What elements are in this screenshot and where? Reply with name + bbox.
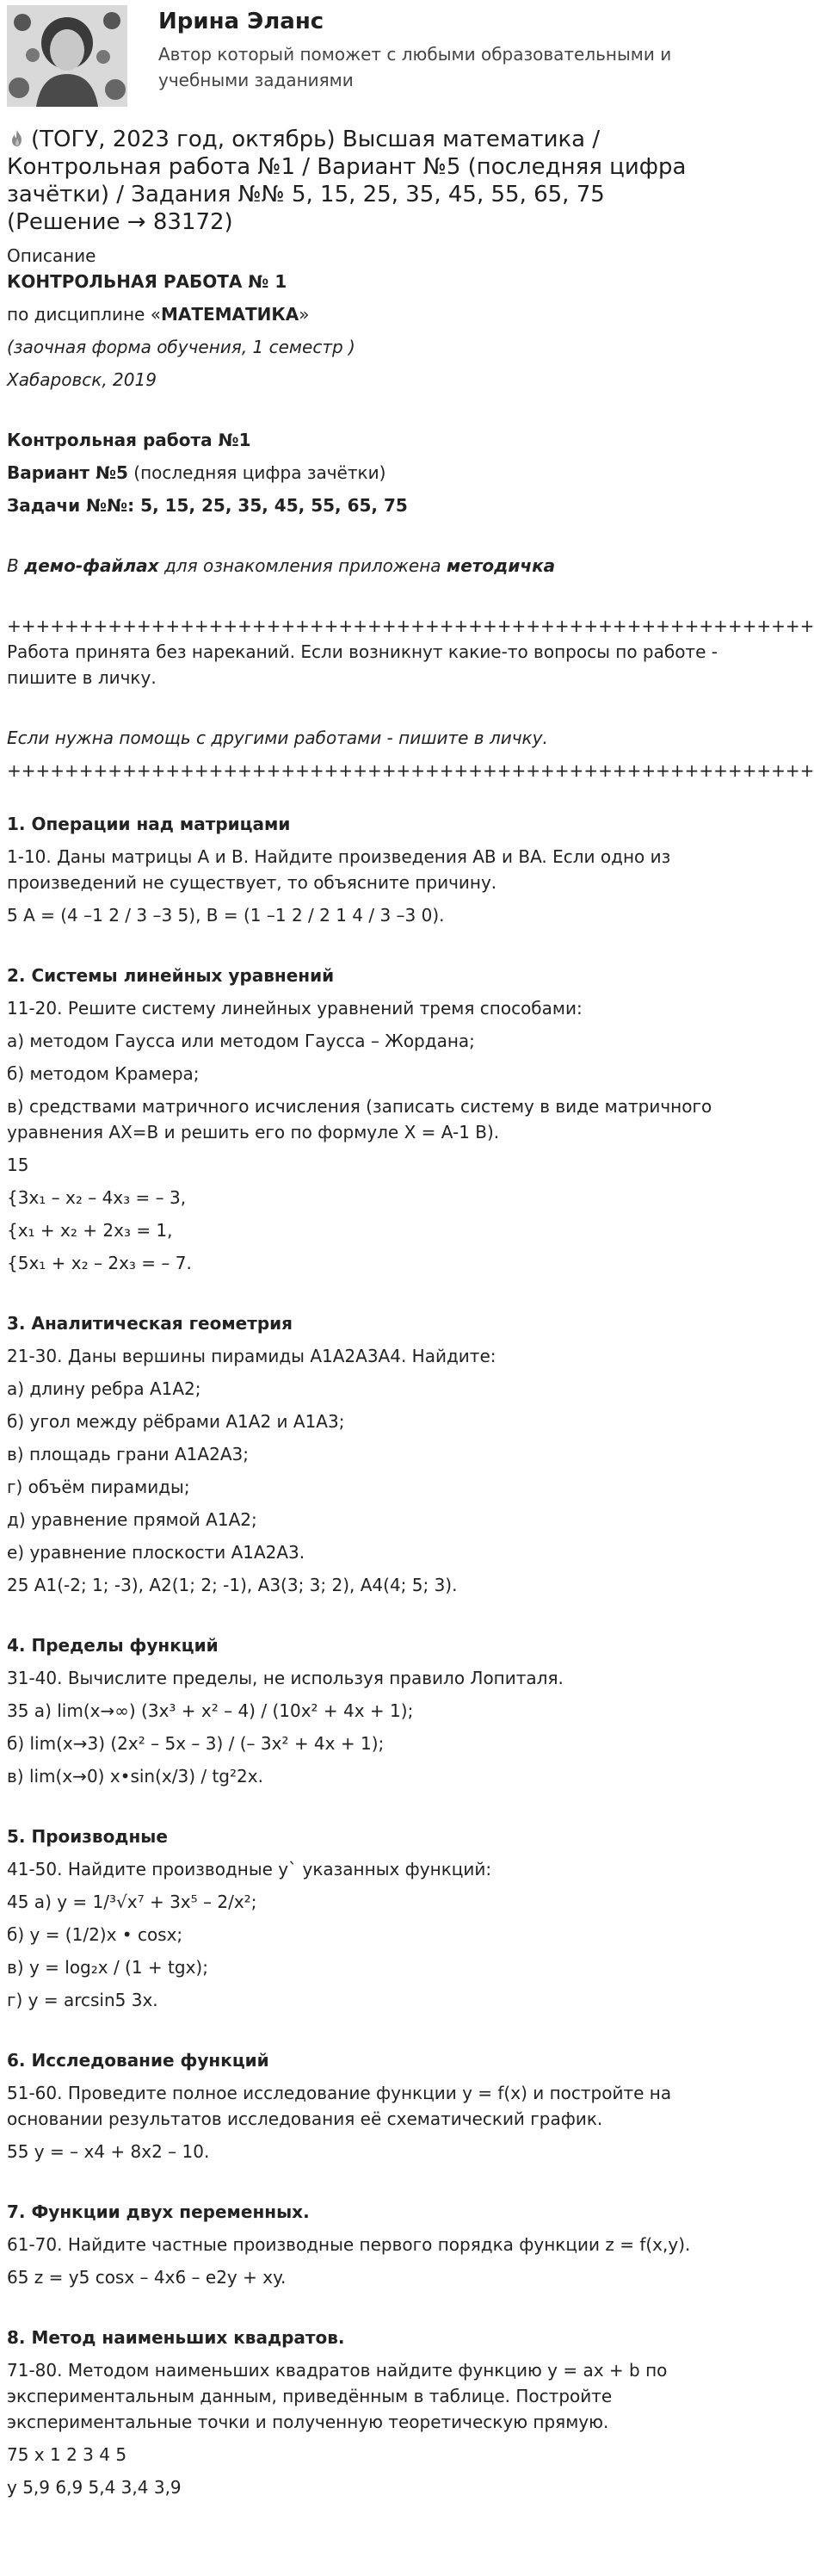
discipline-line — [7, 301, 721, 327]
section-7-task: 61-70. Найдите частные производные первого порядка функции z = f(x,y). — [7, 2234, 691, 2255]
section-2-title: 2. Системы линейных уравнений — [7, 965, 335, 986]
section-5-b: б) y = (1/2)x • cosx; — [7, 1924, 183, 1945]
author-header — [0, 0, 729, 112]
section-3-e: д) уравнение прямой A1A2; — [7, 1509, 257, 1530]
section-4-a: 35 а) lim(x→∞) (3x³ + x² – 4) / (10x² + 4x + 1); — [7, 1700, 414, 1721]
section-2-eq3: {5x₁ + x₂ – 2x₃ = – 7. — [7, 1253, 192, 1273]
document-content — [0, 243, 814, 2500]
work-heading: КОНТРОЛЬНАЯ РАБОТА № 1 — [7, 271, 287, 292]
author-avatar[interactable] — [7, 5, 127, 107]
study-form: (заочная форма обучения, 1 семестр ) — [7, 337, 355, 357]
demo-note — [7, 553, 721, 579]
help-note: Если нужна помощь с другими работами - пишите в личку. — [7, 728, 548, 748]
section-3-title: 3. Аналитическая геометрия — [7, 1313, 293, 1334]
section-2-num: 15 — [7, 1155, 29, 1175]
section-5-d: г) y = arcsin5 3x. — [7, 1990, 158, 2010]
section-4-c: в) lim(x→0) x•sin(x/3) / tg²2x. — [7, 1766, 263, 1786]
section-1-title: 1. Операции над матрицами — [7, 814, 291, 834]
section-8-title: 8. Метод наименьших квадратов. — [7, 2327, 345, 2348]
author-name[interactable]: Ирина Эланс — [158, 9, 324, 34]
section-2-task: 11-20. Решите систему линейных уравнений тремя способами: — [7, 998, 583, 1019]
work-title: Контрольная работа №1 — [7, 430, 251, 450]
description-label: Описание — [7, 245, 96, 266]
section-3-b: б) угол между рёбрами A1A2 и A1A3; — [7, 1411, 345, 1432]
section-2-b: б) методом Крамера; — [7, 1063, 200, 1084]
title-text: (ТОГУ, 2023 год, октябрь) Высшая математика / Контрольная работа №1 / Вариант №5 (последняя цифра зачётки) / Задания №№ 5, 15, 25, 35, 45, 55, 65, 75 (Решение → 83172) — [7, 127, 687, 235]
section-6-task: 51-60. Проведите полное исследование функции y = f(x) и постройте на основании результатов исследования её схематический график. — [7, 2083, 672, 2129]
section-5-task: 41-50. Найдите производные y` указанных функций: — [7, 1859, 492, 1879]
variant-line — [7, 460, 721, 486]
section-1-task: 1-10. Даны матрицы A и B. Найдите произведения AB и BA. Если одно из произведений не существует, то объясните причину. — [7, 846, 671, 893]
section-2-eq2: {x₁ + x₂ + 2x₃ = 1, — [7, 1220, 173, 1241]
section-3-c: в) площадь грани A1A2A3; — [7, 1444, 249, 1464]
accepted-note: Работа принята без нареканий. Если возникнут какие-то вопросы по работе - пишите в личку. — [7, 641, 718, 688]
author-description: Автор который поможет с любыми образовательными и учебными заданиями — [158, 44, 672, 90]
separator-top: ++++++++++++++++++++++++++++++++++++++++++++++++++++++++ — [7, 616, 814, 636]
demo-manual: методичка — [446, 555, 556, 576]
section-6-data: 55 y = – x4 + 8x2 – 10. — [7, 2141, 210, 2162]
section-5-c: в) y = log₂x / (1 + tgx); — [7, 1957, 208, 1978]
section-1-data: 5 A = (4 –1 2 / 3 –3 5), B = (1 –1 2 / 2 1 4 / 3 –3 0). — [7, 905, 445, 926]
section-8-x-row: 75 x 1 2 3 4 5 — [7, 2444, 127, 2465]
tasks-line: Задачи №№: 5, 15, 25, 35, 45, 55, 65, 75 — [7, 495, 408, 516]
section-3-task: 21-30. Даны вершины пирамиды A1A2A3A4. Найдите: — [7, 1346, 496, 1366]
section-2-a: а) методом Гаусса или методом Гаусса – Жордана; — [7, 1031, 475, 1051]
separator-bottom: ++++++++++++++++++++++++++++++++++++++++++++++++++++++++ — [7, 760, 814, 781]
page-title — [7, 126, 721, 236]
discipline-name: МАТЕМАТИКА — [160, 304, 299, 325]
demo-files: демо-файлах — [24, 555, 159, 576]
section-3-a: а) длину ребра A1A2; — [7, 1378, 201, 1399]
avatar-image — [7, 5, 127, 107]
variant-bold: Вариант №5 — [7, 462, 128, 483]
section-7-data: 65 z = y5 cosx – 4x6 – e2y + xy. — [7, 2267, 287, 2288]
section-3-d: г) объём пирамиды; — [7, 1477, 190, 1497]
fire-icon — [7, 128, 28, 149]
section-4-b: б) lim(x→3) (2x² – 5x – 3) / (– 3x² + 4x + 1); — [7, 1733, 385, 1754]
demo-text-1: В — [7, 555, 25, 576]
section-4-task: 31-40. Вычислите пределы, не используя правило Лопиталя. — [7, 1668, 564, 1688]
section-7-title: 7. Функции двух переменных. — [7, 2201, 310, 2222]
section-6-title: 6. Исследование функций — [7, 2050, 269, 2071]
section-5-title: 5. Производные — [7, 1826, 168, 1847]
section-2-c: в) средствами матричного исчисления (записать систему в виде матричного уравнения AX=B и решить его по формуле X = A-1 B). — [7, 1096, 712, 1142]
discipline-prefix: по дисциплине « — [7, 304, 161, 325]
section-2-eq1: {3x₁ – x₂ – 4x₃ = – 3, — [7, 1187, 187, 1208]
section-5-a: 45 а) y = 1/³√x⁷ + 3x⁵ – 2/x²; — [7, 1892, 257, 1912]
section-8-y-row: y 5,9 6,9 5,4 3,4 3,9 — [7, 2477, 182, 2498]
section-8-task: 71-80. Методом наименьших квадратов найдите функцию y = ax + b по экспериментальным данным, приведённым в таблице. Постройте экспериментальные точки и полученную теоретическую прямую. — [7, 2360, 668, 2432]
section-4-title: 4. Пределы функций — [7, 1635, 219, 1656]
section-3-f: е) уравнение плоскости A1A2A3. — [7, 1542, 305, 1563]
section-3-data: 25 A1(-2; 1; -3), A2(1; 2; -1), A3(3; 3; 2), A4(4; 5; 3). — [7, 1575, 458, 1595]
city-year: Хабаровск, 2019 — [7, 369, 157, 390]
variant-rest: (последняя цифра зачётки) — [127, 462, 386, 483]
discipline-suffix: » — [299, 304, 310, 325]
demo-text-2: для ознакомления приложена — [158, 555, 447, 576]
